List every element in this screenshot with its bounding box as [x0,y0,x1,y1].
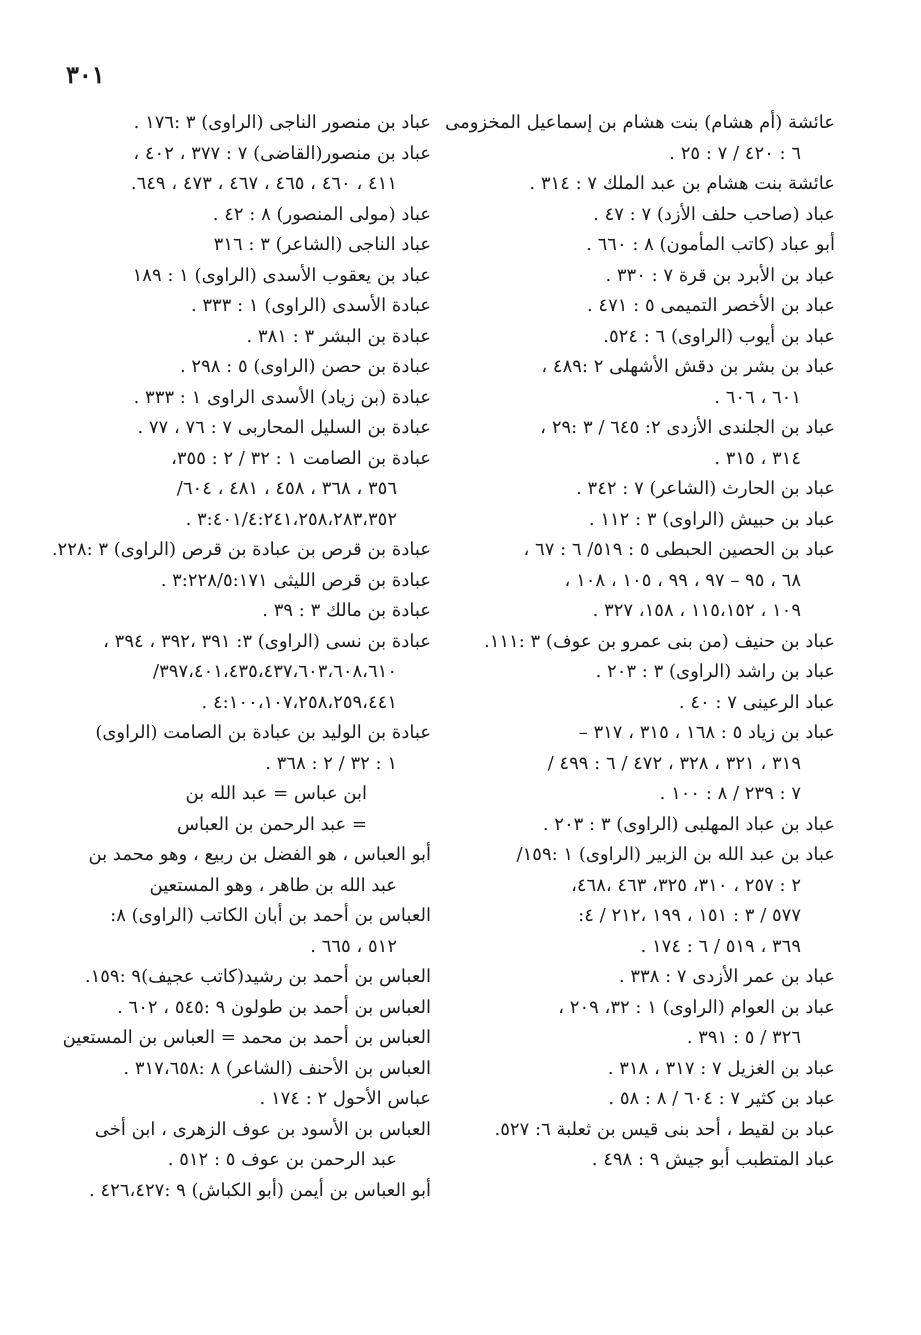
index-entry-line: ٥٧٧ / ٣ : ١٥١ ، ١٩٩ ،٢١٢ / ٤: [578,905,801,926]
index-entry-line: ٤:١٠٠،١٠٧،٢٥٨،٢٥٩،٤٤١ . [201,691,397,713]
index-entry-line: عباد بن زياد ٥ : ١٦٨ ، ٣١٥ ، ٣١٧ – [578,722,835,743]
index-entry-line: ٧ : ٢٣٩ / ٨ : ١٠٠ . [659,783,801,804]
index-entry-line: عباد بن يعقوب الأسدى (الراوى) ١ : ١٨٩ [132,264,431,286]
index-entry-line: عبادة بن قرص الليثى ٣:٢٢٨/٥:١٧١ . [160,569,431,591]
index-entry-line: العباس بن أحمد بن رشيد(كاتب عجيف)٩ :١٥٩. [84,966,431,987]
index-entry-line: عبادة بن حصن (الراوى) ٥ : ٢٩٨ . [179,356,431,377]
index-entry-line: عبادة بن قرص بن عبادة بن قرص (الراوى) ٣ :٢٢٨. [51,539,431,560]
index-entry-line: ابن عباس = عبد الله بن [185,783,367,804]
index-entry-line: عباد بن منصور(القاضى) ٧ : ٣٧٧ ، ٤٠٢ ، [133,142,431,164]
index-entry-line: العباس بن الأسود بن عوف الزهرى ، ابن أخى [94,1118,431,1140]
index-entry-line: عباد بن راشد (الراوى) ٣ : ٢٠٣ . [595,661,835,682]
index-entry-line: أبو عباد (كاتب المأمون) ٨ : ٦٦٠ . [586,234,835,255]
page-number: ٣٠١ [66,60,105,89]
index-entry-line: عباد الناجى (الشاعر) ٣ : ٣١٦ [213,234,431,255]
index-entry-line: عباد بن منصور الناجى (الراوى) ٣ :١٧٦ . [133,112,431,133]
index-entry-line: ٦ : ٤٢٠ / ٧ : ٢٥ . [669,142,801,164]
index-entry-line: عبادة بن الوليد بن عبادة بن الصامت (الراوى) [95,722,431,743]
index-entry-line: عباد بن عبد الله بن الزبير (الراوى) ١ :١٥٩/ [516,844,835,865]
index-entry-line: ٣:٤٠١/٤:٢٤١،٢٥٨،٢٨٣،٣٥٢ . [185,508,397,530]
index-entry-line: ٥١٢ ، ٦٦٥ . [310,935,397,957]
index-entry-line: ٤١١ ، ٤٦٠ ، ٤٦٥ ، ٤٦٧ ، ٤٧٣ ، ٦٤٩. [130,173,397,194]
index-entry-line: العباس بن أحمد بن محمد = العباس بن المستعين [62,1027,431,1048]
index-entry-line: عبادة بن البشر ٣ : ٣٨١ . [246,325,431,347]
index-entry-line: عباد بن عمر الأزدى ٧ : ٣٣٨ . [618,966,835,987]
index-entry-line: ٣٩٧،٤٠١،٤٣٥،٤٣٧،٦٠٣،٦٠٨،٦١٠/ [153,661,397,682]
index-column-left [51,108,431,1206]
index-entry-line: عباد الرعينى ٧ : ٤٠ . [678,691,835,713]
index-entry-line: العباس بن أحمد بن أبان الكاتب (الراوى) ٨: [110,905,431,926]
index-entry-line: ١ : ٣٢ / ٢ : ٣٦٨ . [265,752,397,774]
index-entry-line: عبادة بن السليل المحاربى ٧ : ٧٦ ، ٧٧ . [137,417,431,438]
index-entry-line: عباد بن الأخصر التميمى ٥ : ٤٧١ . [586,295,835,316]
index-entry-line: أبو العباس بن أيمن (أبو الكباش) ٩ :٤٢٦،٤٢٧ . [89,1179,431,1201]
index-entry-line: عباد (صاحب حلف الأزد) ٧ : ٤٧ . [593,203,835,225]
index-entry-line: عبادة بن نسى (الراوى) ٣: ٣٩١ ،٣٩٢ ، ٣٩٤ ، [103,630,431,652]
index-entry-line: عباد بن أيوب (الراوى) ٦ : ٥٢٤. [603,325,835,347]
index-entry-line: عباد بن بشر بن دقش الأشهلى ٢ :٤٨٩ ، [541,356,835,377]
index-entry-line: عباد بن الحارث (الشاعر) ٧ : ٣٤٢ . [576,478,835,499]
index-entry-line: عباد بن عباد المهلبى (الراوى) ٣ : ٢٠٣ . [542,813,835,835]
index-column-right [445,108,835,1176]
index-entry-line: ٣١٤ ، ٣١٥ . [714,447,801,469]
index-entry-line: ٣٥٦ ، ٣٦٨ ، ٤٥٨ ، ٤٨١ ، ٦٠٤/ [176,478,397,499]
index-entry-line: عباد (مولى المنصور) ٨ : ٤٢ . [212,203,431,225]
index-entry-line: ٣٢٦ / ٥ : ٣٩١ . [686,1027,801,1048]
index-entry-line: العباس بن الأحنف (الشاعر) ٨ :٣١٧،٦٥٨ . [123,1057,431,1079]
index-entry-line: ٦٨ ، ٩٥ – ٩٧ ، ٩٩ ، ١٠٥ ، ١٠٨ ، [564,569,801,591]
index-entry-line: عباد بن لقيط ، أحد بنى قيس بن ثعلبة ٦: ٥٢٧. [494,1118,835,1140]
index-entry-line: ١٠٩ ، ١١٥،١٥٢ ، ١٥٨، ٣٢٧ . [592,600,801,621]
index-entry-line: عباد بن الحصين الحبطى ٥ : ٥١٩/ ٦ : ٦٧ ، [523,539,835,560]
index-entry-line: عبادة بن مالك ٣ : ٣٩ . [262,600,431,621]
index-entry-line: عبد الرحمن بن عوف ٥ : ٥١٢ . [167,1149,397,1170]
index-entry-line: أبو العباس ، هو الفضل بن ربيع ، وهو محمد بن [88,844,431,865]
index-entry-line: عبادة بن الصامت ١ : ٣٢ / ٢ : ٣٥٥، [171,447,431,469]
index-entry-line: العباس بن أحمد بن طولون ٩ :٥٤٥ ، ٦٠٢ . [117,996,431,1018]
index-entry-line: عبادة (بن زياد) الأسدى الراوى ١ : ٣٣٣ . [133,386,431,408]
index-entry-line: عباد بن العوام (الراوى) ١ : ٣٢، ٢٠٩ ، [558,996,835,1018]
index-entry-line: عباد المتطبب أبو جيش ٩ : ٤٩٨ . [591,1149,835,1170]
index-entry-line: ٢ : ٢٥٧ ، ٣١٠، ٣٢٥، ٤٦٣ ،٤٦٨، [571,874,801,896]
index-entry-line: عباس الأحول ٢ : ١٧٤ . [259,1088,431,1109]
index-entry-line: ٦٠١ ، ٦٠٦ . [714,386,801,408]
index-entry-line: عائشة (أم هشام) بنت هشام بن إسماعيل المخزومى [445,112,835,133]
index-entry-line: عباد بن الغزيل ٧ : ٣١٧ ، ٣١٨ . [607,1057,835,1079]
index-entry-line: = عبد الرحمن بن العباس [176,813,367,835]
index-entry-line: ٣٦٩ ، ٥١٩ / ٦ : ١٧٤ . [640,935,801,957]
index-entry-line: عبادة الأسدى (الراوى) ١ : ٣٣٣ . [190,295,431,316]
index-entry-line: عباد بن كثير ٧ : ٦٠٤ / ٨ : ٥٨ . [608,1088,835,1109]
index-entry-line: عباد بن حبيش (الراوى) ٣ : ١١٢ . [588,508,835,530]
index-entry-line: عباد بن الجلندى الأزدى ٢: ٦٤٥ / ٣ :٢٩ ، [540,417,835,438]
index-entry-line: عائشة بنت هشام بن عبد الملك ٧ : ٣١٤ . [529,173,835,194]
index-entry-line: عباد بن الأبرد بن قرة ٧ : ٣٣٠ . [605,264,835,286]
index-entry-line: عباد بن حنيف (من بنى عمرو بن عوف) ٣ :١١١. [483,630,835,652]
index-entry-line: عبد الله بن طاهر ، وهو المستعين [149,874,397,896]
index-entry-line: ٣١٩ ، ٣٢١ ، ٣٢٨ ، ٤٧٢ / ٦ : ٤٩٩ / [547,752,801,774]
